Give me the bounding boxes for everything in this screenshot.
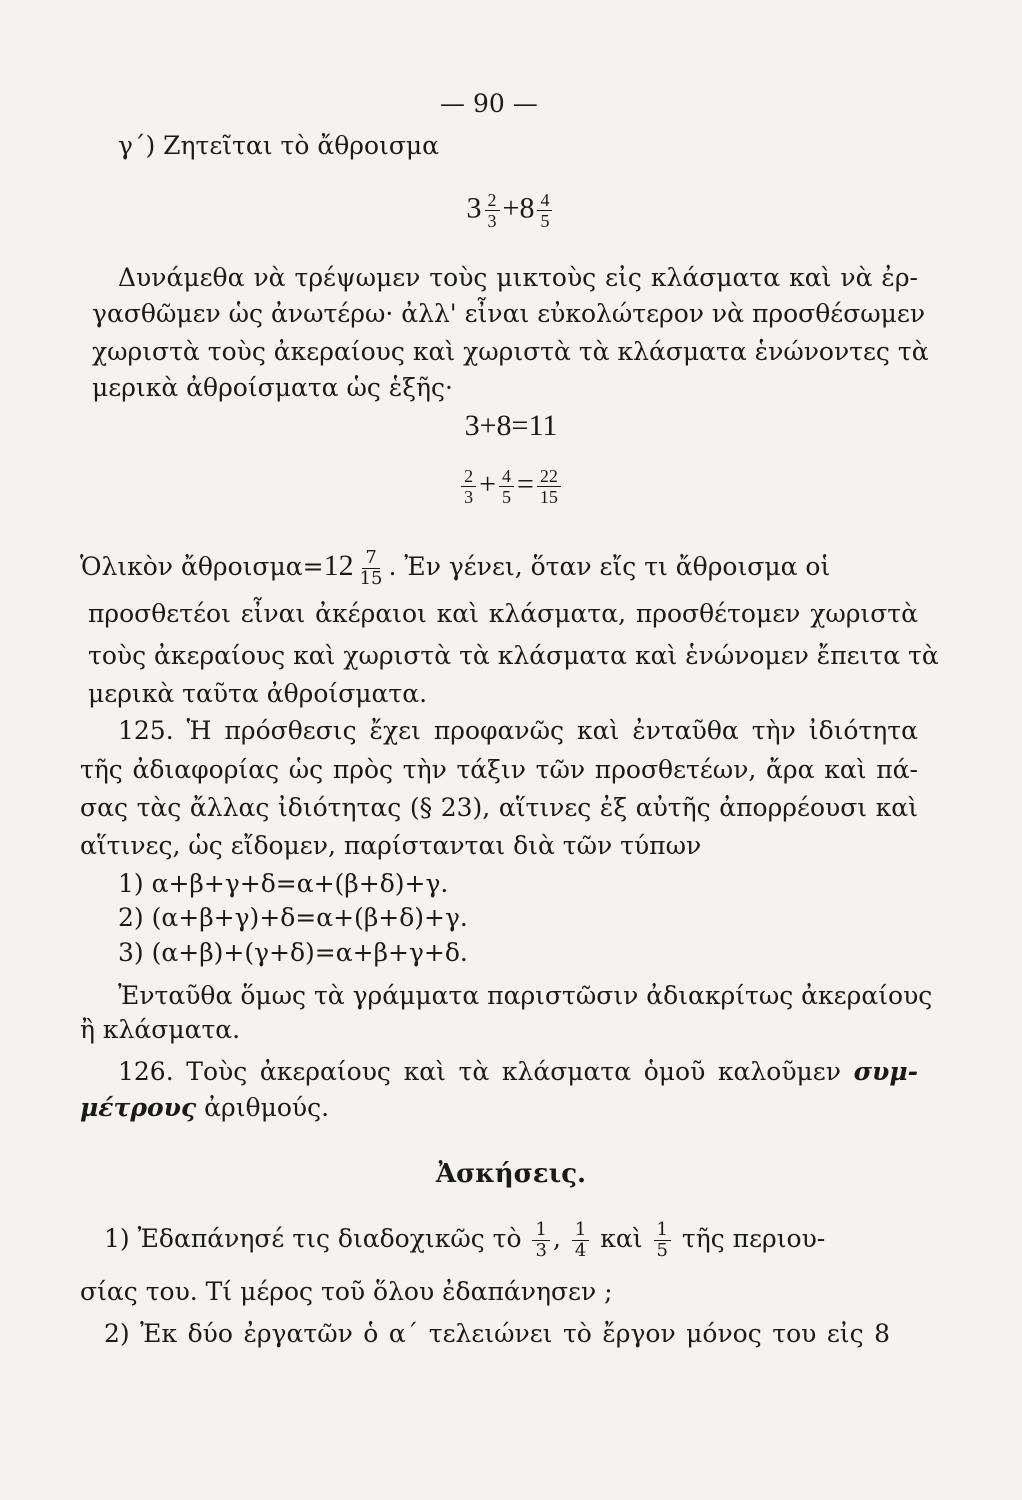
formula-3: 3) (α+β)+(γ+δ)=α+β+γ+δ. bbox=[118, 938, 468, 967]
formula-1: 1) α+β+γ+δ=α+(β+δ)+γ. bbox=[118, 869, 449, 898]
fraction-2-3: $\frac{2}{3}$ bbox=[461, 466, 476, 507]
para1-line-3: χωριστὰ τοὺς ἀκεραίους καὶ χωριστὰ τὰ κλάσματα ἑνώνοντες τὰ bbox=[92, 337, 929, 366]
integer-sum-equation: 3+8=11 bbox=[464, 409, 558, 442]
exercise-2-line-1: 2) Ἐκ δύο ἐργατῶν ὁ α΄ τελειώνει τὸ ἔργον μόνος του εἰς 8 bbox=[104, 1319, 890, 1348]
plus-sign: + bbox=[479, 467, 496, 501]
whole-8: 8 bbox=[519, 191, 535, 225]
equals-sign: = bbox=[517, 467, 534, 501]
fraction-4-5: $\frac{4}{5}$ bbox=[499, 466, 514, 507]
para1-line-4: μερικὰ ἀθροίσματα ὡς ἑξῆς· bbox=[92, 373, 453, 402]
para125-line-3: σας τὰς ἄλλας ἰδιότητας (§ 23), αἵτινες ἐξ αὐτῆς ἀπορρέουσι καὶ bbox=[80, 793, 918, 822]
para126-line-2: μέτρους ἀριθμούς. bbox=[80, 1093, 330, 1122]
para126-line-1: 126. Τοὺς ἀκεραίους καὶ τὰ κλάσματα ὁμοῦ καλοῦμεν συμ- bbox=[118, 1057, 919, 1086]
formula-2: 2) (α+β+γ)+δ=α+(β+δ)+γ. bbox=[118, 903, 468, 932]
para1-line-2: γασθῶμεν ὡς ἀνωτέρω· ἀλλ' εἶναι εὐκολώτερον νὰ προσθέσωμεν bbox=[92, 299, 926, 328]
intro-line: γ΄) Ζητεῖται τὸ ἄθροισμα bbox=[118, 131, 440, 160]
fraction-22-15: $\frac{22}{15}$ bbox=[537, 466, 561, 507]
fraction-1-5: $\frac{1}{5}$ bbox=[654, 1220, 671, 1261]
para1-line-1: Δυνάμεθα νὰ τρέψωμεν τοὺς μικτοὺς εἰς κλάσματα καὶ νὰ ἐρ- bbox=[118, 263, 918, 292]
total-sum-line: Ὁλικὸν ἄθροισμα=12 $\frac{7}{15}$ . Ἐν γένει, ὅταν εἴς τι ἄθροισμα οἱ bbox=[80, 547, 831, 589]
fraction-1-3: $\frac{1}{3}$ bbox=[532, 1220, 549, 1261]
fraction-7-15: $\frac{7}{15}$ bbox=[359, 547, 383, 589]
fraction-4-5: $\frac{4}{5}$ bbox=[537, 190, 552, 231]
para125-line-4: αἵτινες, ὡς εἴδομεν, παρίστανται διὰ τῶν τύπων bbox=[80, 831, 702, 860]
fraction-1-4: $\frac{1}{4}$ bbox=[572, 1220, 589, 1261]
para2-line-3: μερικὰ ταῦτα ἀθροίσματα. bbox=[88, 679, 428, 708]
whole-3: 3 bbox=[466, 191, 482, 225]
para-after-line-1: Ἐνταῦθα ὅμως τὰ γράμματα παριστῶσιν ἀδιακρίτως ἀκεραίους bbox=[118, 981, 933, 1010]
para125-line-2: τῆς ἀδιαφορίας ὡς πρὸς τὴν τάξιν τῶν προσθετέων, ἄρα καὶ πά- bbox=[80, 755, 918, 784]
exercises-heading: Ἀσκήσεις. bbox=[435, 1159, 587, 1189]
para2-line-1: προσθετέοι εἶναι ἀκέραιοι καὶ κλάσματα, προσθέτομεν χωριστὰ bbox=[88, 599, 918, 628]
mixed-sum-expression bbox=[0, 190, 1022, 231]
page-number: — 90 — bbox=[440, 89, 538, 118]
exercise-1-line-1: 1) Ἐδαπάνησέ τις διαδοχικῶς τὸ $\frac{1}{3}$ , $\frac{1}{4}$ καὶ $\frac{1}{5}$ τῆς περιου- bbox=[104, 1219, 826, 1261]
fraction-2-3: $\frac{2}{3}$ bbox=[485, 190, 500, 231]
exercise-1-line-2: σίας του. Τί μέρος τοῦ ὅλου ἐδαπάνησεν ; bbox=[80, 1277, 613, 1306]
para125-line-1: 125. Ἡ πρόσθεσις ἔχει προφανῶς καὶ ἐνταῦθα τὴν ἰδιότητα bbox=[118, 716, 918, 745]
plus-sign: + bbox=[502, 191, 520, 225]
para2-line-2: τοὺς ἀκεραίους καὶ χωριστὰ τὰ κλάσματα καὶ ἑνώνομεν ἔπειτα τὰ bbox=[88, 641, 939, 670]
para-after-line-2: ἢ κλάσματα. bbox=[80, 1015, 241, 1044]
fraction-sum-equation bbox=[0, 466, 1022, 507]
